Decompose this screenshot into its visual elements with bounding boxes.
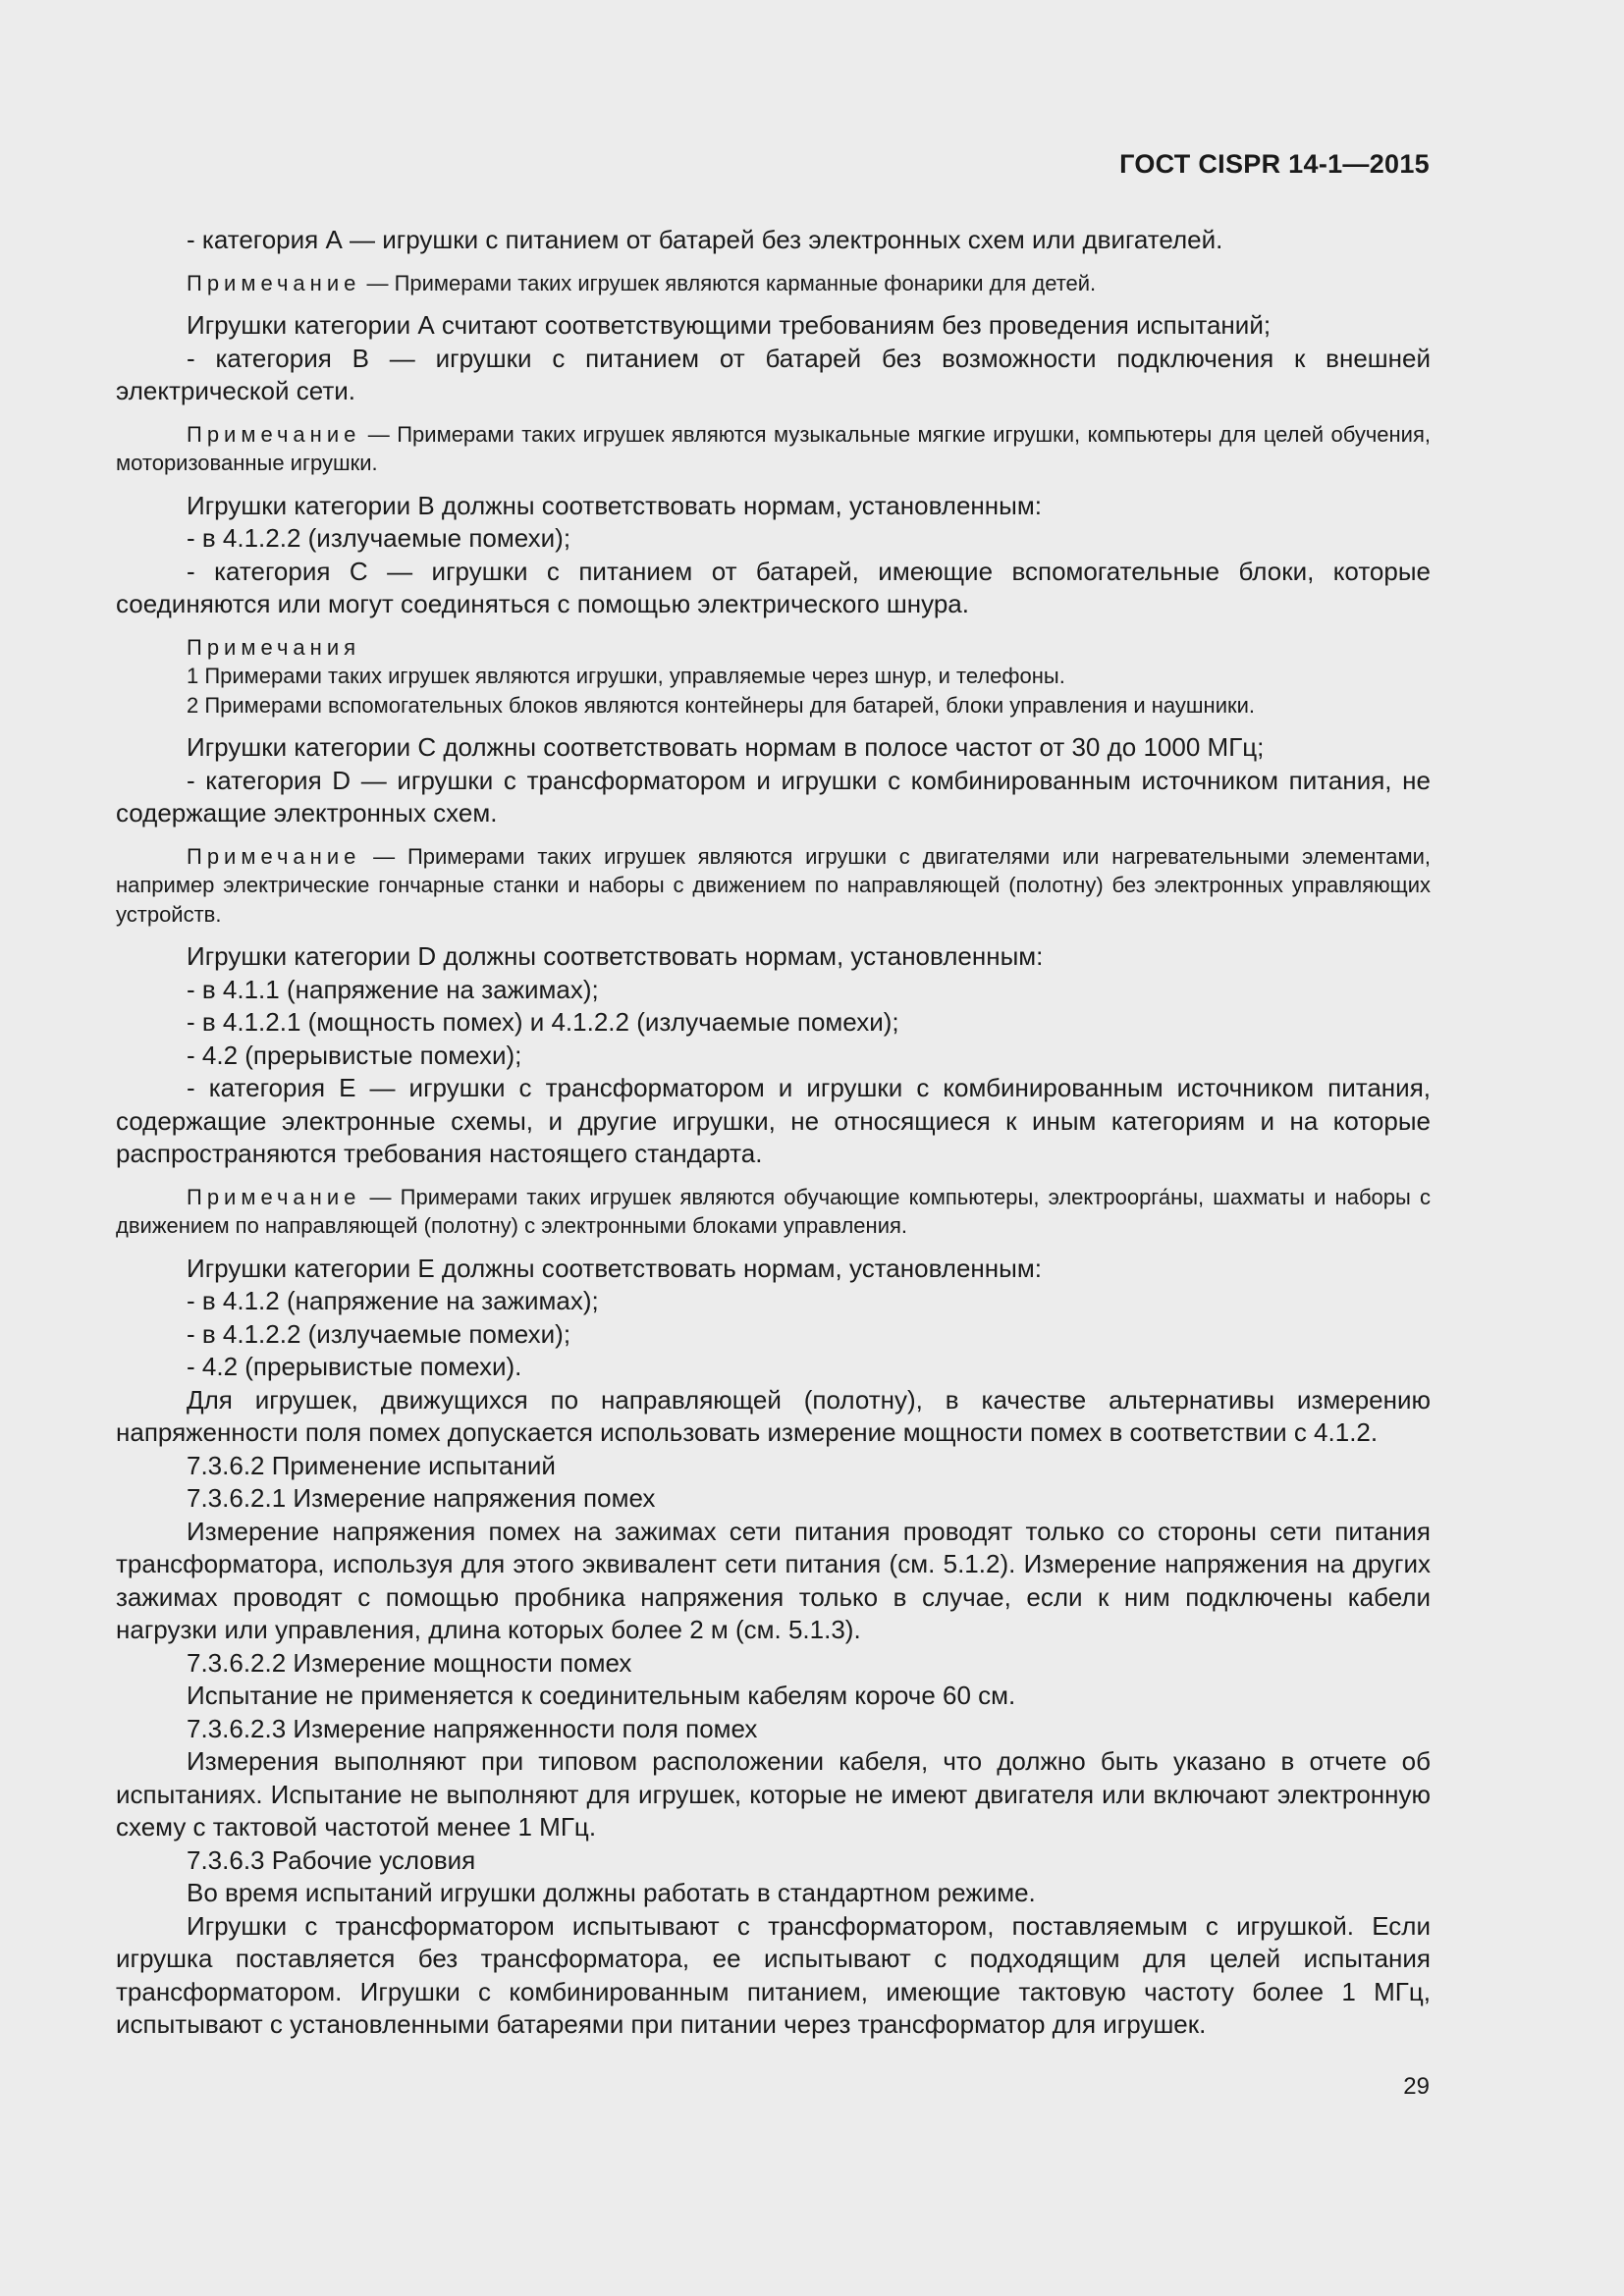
paragraph: - категория А — игрушки с питанием от батарей без электронных схем или двигателей. (187, 225, 1223, 254)
notes-label: Примечания (187, 634, 361, 660)
paragraph: Игрушки категории Е должны соответствовать нормам, установленным: (187, 1253, 1042, 1283)
note (116, 269, 1431, 298)
paragraph: - в 4.1.2.1 (мощность помех) и 4.1.2.2 (излучаемые помехи); (187, 1007, 899, 1037)
paragraph: - в 4.1.2.2 (излучаемые помехи); (187, 523, 571, 553)
paragraph: - 4.2 (прерывистые помехи). (187, 1352, 522, 1381)
paragraph: Для игрушек, движущихся по направляющей (полотну), в качестве альтернативы измерению напряженности поля помех допускается использовать измерение мощности помех в соответствии с 4.1.2. (116, 1384, 1431, 1447)
paragraph: 7.3.6.2.2 Измерение мощности помех (187, 1647, 632, 1678)
note-text: — Примерами таких игрушек являются карманные фонарики для детей. (360, 270, 1097, 295)
paragraph: Во время испытаний игрушки должны работать в стандартном режиме. (187, 1878, 1036, 1907)
paragraph: - в 4.1.2 (напряжение на зажимах); (187, 1286, 599, 1315)
paragraph: Игрушки с трансформатором испытывают с трансформатором, поставляемым с игрушкой. Если игрушка поставляется без трансформатора, ее испытывают с подходящим для целей испытания трансформатором. Игрушки с комбинированным питанием, имеющие тактовую частоту более 1 МГц, испытывают с установленными батареями при питании через трансформатор для игрушек. (116, 1910, 1431, 2039)
paragraph: - категория D — игрушки с трансформатором и игрушки с комбинированным источником питания, не содержащие электронных схем. (116, 765, 1431, 828)
paragraph: Игрушки категории В должны соответствовать нормам, установленным: (187, 490, 1042, 520)
note-label: Примечание (187, 1184, 361, 1209)
paragraph: - категория В — игрушки с питанием от батарей без возможности подключения к внешней электрической сети. (116, 343, 1431, 405)
note-text: — Примерами таких игрушек являются музыкальные мягкие игрушки, компьютеры для целей обучения, моторизованные игрушки. (116, 421, 1431, 475)
note (116, 420, 1431, 478)
paragraph: Игрушки категории С должны соответствовать нормам в полосе частот от 30 до 1000 МГц; (187, 732, 1265, 762)
document-header: ГОСТ CISPR 14-1—2015 (1119, 149, 1430, 179)
paragraph: - категория С — игрушки с питанием от батарей, имеющие вспомогательные блоки, которые соединяются или могут соединяться с помощью электрического шнура. (116, 556, 1431, 618)
document-body (116, 224, 1431, 2042)
note-line: 2 Примерами вспомогательных блоков являются контейнеры для батарей, блоки управления и наушники. (187, 692, 1256, 718)
note (116, 842, 1431, 930)
note-line: 1 Примерами таких игрушек являются игрушки, управляемые через шнур, и телефоны. (187, 664, 1065, 688)
paragraph: Испытание не применяется к соединительным кабелям короче 60 см. (187, 1681, 1016, 1710)
note-text: — Примерами таких игрушек являются игрушки с двигателями или нагревательными элементами, например электрические гончарные станки и наборы с движением по направляющей (полотну) без электронных управляющих устройств. (116, 843, 1431, 927)
paragraph: - категория Е — игрушки с трансформатором и игрушки с комбинированным источником питания, содержащие электронные схемы, и другие игрушки, не относящиеся к иным категориям и на которые распространяются требования настоящего стандарта. (116, 1073, 1431, 1168)
paragraph: 7.3.6.2 Применение испытаний (187, 1450, 556, 1480)
note-label: Примечание (187, 270, 361, 295)
note-label: Примечание (187, 843, 361, 869)
paragraph: 7.3.6.3 Рабочие условия (187, 1844, 476, 1875)
paragraph: Игрушки категории D должны соответствовать нормам, установленным: (187, 941, 1044, 971)
page-number: 29 (1403, 2073, 1430, 2100)
paragraph: - в 4.1.1 (напряжение на зажимах); (187, 974, 599, 1004)
paragraph: - в 4.1.2.2 (излучаемые помехи); (187, 1318, 571, 1349)
paragraph: 7.3.6.2.3 Измерение напряженности поля помех (187, 1713, 758, 1743)
note-label: Примечание (187, 421, 361, 447)
note (116, 1183, 1431, 1241)
note-text: — Примерами таких игрушек являются обучающие компьютеры, электроорга́ны, шахматы и наборы с движением по направляющей (полотну) с электронными блоками управления. (116, 1184, 1431, 1238)
notes-block (116, 633, 1431, 721)
paragraph: Игрушки категории А считают соответствующими требованиям без проведения испытаний; (187, 310, 1272, 340)
paragraph: 7.3.6.2.1 Измерение напряжения помех (187, 1483, 656, 1513)
paragraph: Измерение напряжения помех на зажимах сети питания проводят только со стороны сети питания трансформатора, используя для этого эквивалент сети питания (см. 5.1.2). Измерение напряжения на других зажимах проводят с помощью пробника напряжения только в случае, если к ним подключены кабели нагрузки или управления, длина которых более 2 м (см. 5.1.3). (116, 1516, 1431, 1644)
paragraph: Измерения выполняют при типовом расположении кабеля, что должно быть указано в отчете об испытаниях. Испытание не выполняют для игрушек, которые не имеют двигателя или включают электронную схему с тактовой частотой менее 1 МГц. (116, 1746, 1431, 1842)
paragraph: - 4.2 (прерывистые помехи); (187, 1040, 522, 1070)
